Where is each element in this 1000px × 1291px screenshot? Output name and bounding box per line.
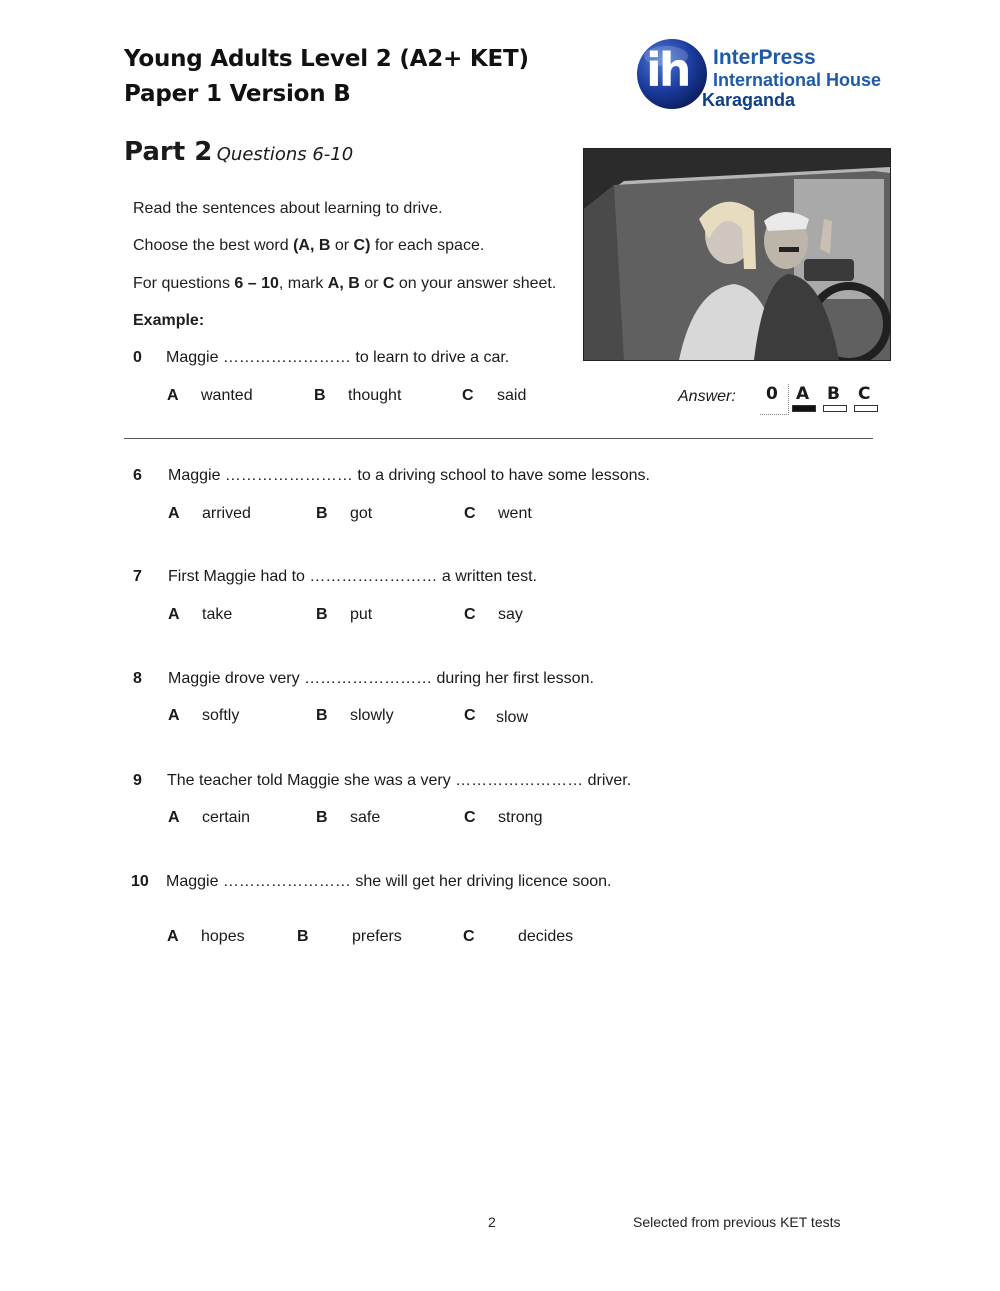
option-text: went	[498, 505, 532, 522]
instruction-choose-pre: Choose the best word	[133, 237, 294, 254]
option-letter: B	[316, 707, 328, 724]
example-option-letter: A	[167, 387, 179, 404]
question-number: 6	[133, 467, 142, 484]
question-sentence: The teacher told Maggie she was a very …………………… driver.	[167, 772, 632, 789]
option-text: arrived	[202, 505, 251, 522]
question-number: 8	[133, 670, 142, 687]
instruction-choose-post: for each space.	[370, 237, 485, 254]
option-letter: C	[464, 606, 476, 623]
instruction-mark-or: or	[359, 275, 383, 292]
option-text: put	[350, 606, 373, 623]
answer-grid	[760, 384, 880, 416]
answer-grid-letter-c: C	[858, 384, 871, 404]
option-text: certain	[202, 809, 251, 826]
option-text: softly	[202, 707, 240, 724]
instruction-mark-range: 6 – 10	[234, 275, 279, 292]
example-option-text: wanted	[201, 387, 253, 404]
option-letter: B	[297, 928, 309, 945]
ih-logo	[636, 38, 896, 110]
instruction-mark-ab: A, B	[327, 275, 360, 292]
option-letter: A	[167, 928, 179, 945]
instruction-choose-or: or	[330, 237, 354, 254]
source-note: Selected from previous KET tests	[633, 1214, 841, 1230]
question-number: 7	[133, 568, 142, 585]
answer-grid-letter-b: B	[827, 384, 840, 404]
logo-line-interpress: InterPress	[713, 46, 816, 69]
page-number: 2	[488, 1214, 496, 1230]
question-sentence: Maggie drove very …………………… during her first lesson.	[168, 670, 594, 687]
question-number: 10	[131, 873, 149, 890]
question-sentence: Maggie …………………… she will get her driving licence soon.	[166, 873, 612, 890]
option-text: hopes	[201, 928, 245, 945]
ih-logo-lettering: ih	[646, 43, 689, 97]
answer-grid-letter-a: A	[796, 384, 810, 404]
option-letter: A	[168, 505, 180, 522]
option-letter: C	[463, 928, 475, 945]
instruction-mark-c: C	[382, 275, 395, 292]
answer-box-c	[854, 405, 878, 412]
logo-line-international-house: International House	[713, 70, 882, 90]
document-subtitle: Paper 1 Version B	[124, 81, 351, 107]
answer-grid-number: 0	[766, 384, 778, 404]
option-letter: A	[168, 707, 180, 724]
option-text: take	[202, 606, 233, 623]
example-number: 0	[133, 349, 142, 366]
instruction-choose-c: C)	[353, 237, 371, 254]
example-option-text: said	[497, 387, 527, 404]
instruction-read: Read the sentences about learning to drive.	[133, 200, 443, 217]
option-text: strong	[498, 809, 543, 826]
answer-box-a-filled	[792, 405, 816, 412]
example-label: Example:	[133, 312, 205, 329]
option-text: slow	[496, 709, 529, 726]
option-letter: C	[464, 707, 476, 724]
option-letter: A	[168, 606, 180, 623]
instruction-choose-ab: (A, B	[293, 237, 331, 254]
question-sentence: First Maggie had to …………………… a written test.	[168, 568, 537, 585]
example-option-letter: B	[314, 387, 326, 404]
option-text: prefers	[352, 928, 402, 945]
option-text: say	[498, 606, 523, 623]
answer-grid-number-cell	[760, 384, 789, 415]
instruction-mark	[133, 275, 556, 293]
option-text: decides	[518, 928, 574, 945]
option-letter: B	[316, 809, 328, 826]
option-text: safe	[350, 809, 381, 826]
logo-line-karaganda: Karaganda	[702, 90, 796, 110]
question-sentence: Maggie …………………… to a driving school to have some lessons.	[168, 467, 650, 484]
option-letter: B	[316, 606, 328, 623]
option-letter: C	[464, 809, 476, 826]
question-number: 9	[133, 772, 142, 789]
answer-box-b	[823, 405, 847, 412]
part-subtitle: Questions 6-10	[216, 144, 354, 165]
answer-label: Answer:	[678, 388, 736, 405]
section-divider	[124, 438, 873, 439]
driving-lesson-photo	[583, 148, 891, 361]
instruction-mark-post: on your answer sheet.	[394, 275, 557, 292]
example-option-text: thought	[348, 387, 402, 404]
car-interior-illustration	[584, 149, 890, 360]
instruction-mark-pre: For questions	[133, 275, 235, 292]
instruction-mark-mid: , mark	[278, 275, 328, 292]
option-letter: A	[168, 809, 180, 826]
option-letter: B	[316, 505, 328, 522]
example-sentence: Maggie …………………… to learn to drive a car.	[166, 349, 510, 366]
example-option-letter: C	[462, 387, 474, 404]
document-title: Young Adults Level 2 (A2+ KET)	[124, 46, 529, 72]
part-heading	[124, 137, 353, 167]
option-letter: C	[464, 505, 476, 522]
option-text: slowly	[350, 707, 394, 724]
option-text: got	[350, 505, 373, 522]
part-title: Part 2	[124, 137, 213, 167]
instruction-choose	[133, 237, 484, 255]
